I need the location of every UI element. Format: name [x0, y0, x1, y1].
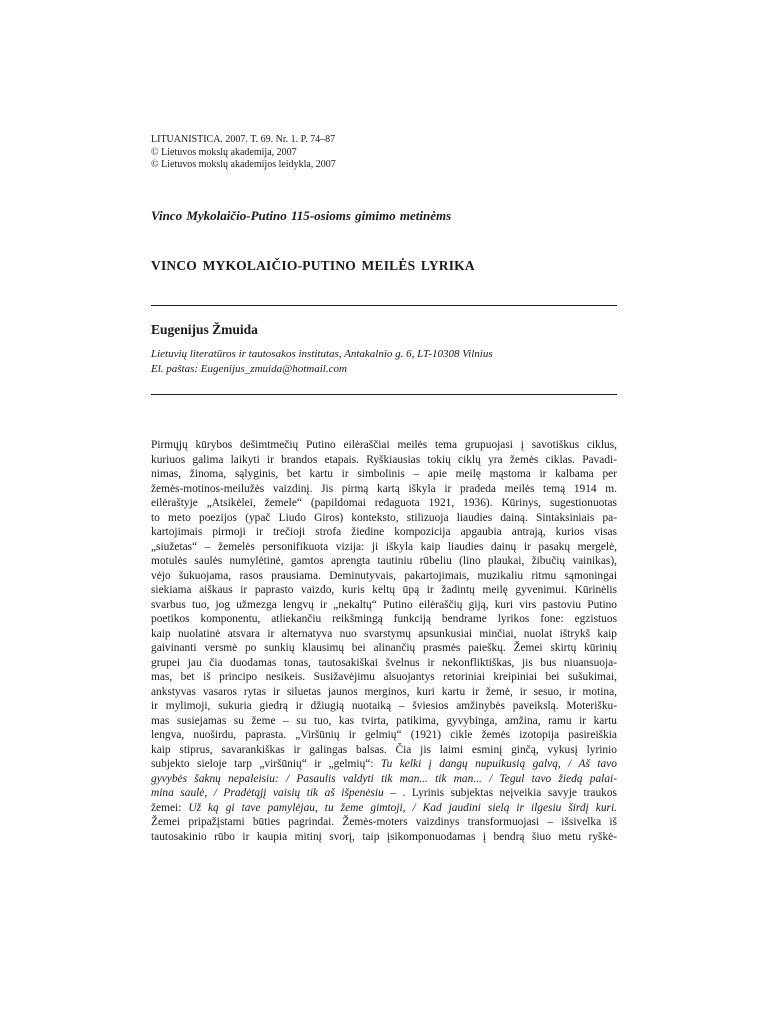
body-text: [151, 438, 617, 844]
author-email: El. paštas: Eugenijus_zmuida@hotmail.com: [151, 363, 347, 375]
body-line: kaip nuolatinė atsvara ir alternatyva nuo svarstymų apsunkusiai minčiai, nuolat ištrykš kaip: [151, 627, 617, 640]
body-line: „siužetas“ – žemelės personifikuota vizija: ji iškyla kaip liaudies dainų ir pasakų mergelė,: [151, 540, 617, 553]
body-line: to meto poezijos (ypač Liudo Giros) konteksto, stilizuoja liaudies dainą. Sintaksiniais pa-: [151, 511, 617, 524]
copyright-line: © Lietuvos mokslų akademijos leidykla, 2007: [151, 159, 336, 170]
body-line: mas susiejamas su žeme – su tuo, kas tvirta, patikima, gyvybinga, amžina, ramu ir kartu: [151, 714, 617, 727]
body-line: kartojimais pirmoji ir trečioji strofa žiedine kompozicija apgaubia antrają, kurios visas: [151, 526, 617, 538]
body-line: gyvybės šaknų nepaleisiu: / Pasaulis valdyti tik man... tik man... / Tegul tavo žiedą palai-: [151, 772, 617, 785]
body-line: grupei jau čia duodamas tonas, tautosakiškai švelnus ir nekonfliktiškas, jis bus niuansuoja-: [151, 656, 617, 669]
body-line: Pirmųjų kūrybos dešimtmečių Putino eilėraščiai meilės tema grupuojasi į savotiškus ciklus,: [151, 439, 617, 451]
body-line: ankstyvas vasaros rytas ir siluetas jaunos merginos, kuri kartu ir žemė, ir sesuo, ir motina,: [151, 685, 617, 698]
body-line: žemei: Už ką gi tave pamylėjau, tu žeme gimtoji, / Kad jaudini sielą ir ilgesiu širdį kuri.: [151, 801, 617, 814]
body-line: kuriuos galima laikyti ir brandos etapais. Ryškiausias tokių ciklų yra žemės ciklas. Pavadi-: [151, 453, 617, 466]
body-line: žemės-motinos-meilužės vaizdinį. Jis pirmą kartą iškyla ir pradeda meilės temą 1914 m.: [151, 482, 617, 495]
body-line: svarbus tuo, jog užmezga lengvų ir „nekaltų“ Putino eilėraščių giją, kuri virs pastoviu Putino: [151, 598, 617, 611]
body-line: tautosakinio rūbo ir kaupia mitinį svorį, taip įsikomponuodamas į bendrą šiuo metu ryškė-: [151, 830, 617, 843]
body-line: eilėraštyje „Atsikėlei, žemele“ (papildomai redaguota 1921, 1936). Kūrinys, sugestionuotas: [151, 497, 617, 509]
body-line: Žemei pripažįstami būties pagrindai. Žemės-moters vaizdinys transformuojasi – išsivelka iš: [151, 816, 617, 828]
body-line: gaivinanti versmė po sunkių klausimų bei alinančių prasmės paieškų. Žemei skirtų kūrinių: [151, 642, 617, 654]
body-line: ir mylimoji, sukuria giedrą ir džiugią nuotaiką – šviesios amžinybės paveikslą. Moterišku-: [151, 700, 617, 712]
divider: [151, 394, 617, 395]
copyright-line: © Lietuvos mokslų akademija, 2007: [151, 146, 297, 158]
divider: [151, 305, 617, 306]
body-line: subjekto sieloje tarp „viršūnių“ ir „gelmių“: Tu kelki į dangų nupuikusią galvą, / Aš tavo: [151, 758, 617, 770]
journal-citation: LITUANISTICA. 2007. T. 69. Nr. 1. P. 74–87: [151, 134, 336, 145]
body-line: siekiama aiškaus ir paprasto vaizdo, kuris keltų ūpą ir žadintų meilę gyvenimui. Kūrinėlis: [151, 584, 617, 596]
body-line: lengva, nuoširdu, paprasta. „Viršūnių ir gelmių“ (1921) cikle žemės izotopija pasireiškia: [151, 729, 617, 741]
body-line: nimas, žinoma, sąlyginis, bet kartu ir simbolinis – apie meilę mąstoma ir kalbama per: [151, 468, 617, 480]
author-affiliation-block: [151, 347, 493, 377]
body-line: kaip stiprus, savarankiškas ir galingas balsas. Čia jis laimi esminį ginčą, vykusį lyrinio: [151, 743, 617, 756]
dedication: Vinco Mykolaičio-Putino 115-osioms gimimo metinėms: [151, 208, 452, 223]
author-name: Eugenijus Žmuida: [151, 322, 258, 337]
affiliation: Lietuvių literatūros ir tautosakos institutas, Antakalnio g. 6, LT-10308 Vilnius: [151, 348, 493, 360]
body-line: vėjo šukuojama, rasos prausiama. Deminutyvais, pakartojimais, muzikaliu ritmu sąmoningai: [151, 569, 617, 582]
body-line: motulės saulės numylėtinė, gamtos aprengta tautiniu rūbeliu (lino plaukai, žibučių vainikas),: [151, 555, 617, 567]
article-title: VINCO MYKOLAIČIO-PUTINO MEILĖS LYRIKA: [151, 258, 475, 273]
body-line: mas, bet iš principo nesikeis. Susižavėjimu alsuojantys retoriniai kreipiniai bei sušukimai,: [151, 671, 617, 683]
body-line: poetikos komponentu, atliekančiu reikšmingą funkciją bendrame lyrikos fone: egzistuos: [151, 613, 617, 625]
body-line: mina saulė, / Pradėtąjį vaisių tik aš išpenėsiu – . Lyrinis subjektas neįveikia savyje traukos: [151, 787, 617, 799]
journal-header: [151, 134, 336, 172]
